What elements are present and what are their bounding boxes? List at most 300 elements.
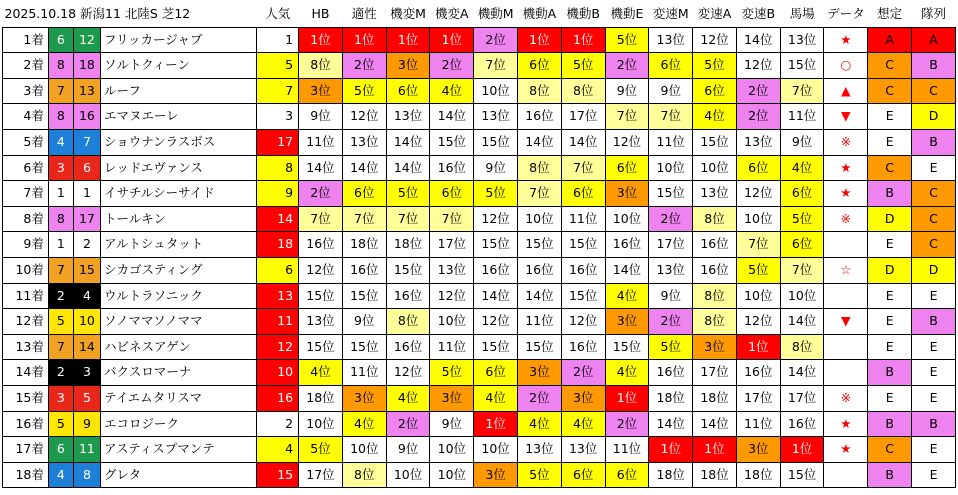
hb-rank: 1位: [299, 27, 343, 53]
header-kido-b: 機動B: [566, 6, 600, 22]
kido-a-rank: 8位: [518, 78, 562, 104]
aptitude-rank: 10位: [342, 437, 386, 463]
formation-grade: E: [912, 334, 956, 360]
kihen-a-rank: 12位: [430, 283, 474, 309]
popularity: 1: [257, 27, 299, 53]
popularity: 3: [257, 104, 299, 130]
kihen-a-rank: 4位: [430, 78, 474, 104]
data-mark: [824, 334, 868, 360]
header-row: [3, 2, 956, 27]
kido-a-rank: 1位: [518, 27, 562, 53]
table-row: [3, 411, 956, 437]
aptitude-rank: 3位: [342, 385, 386, 411]
frame-number: 8: [48, 53, 73, 79]
finish-rank: 13着: [3, 334, 49, 360]
hensoku-m-rank: 16位: [649, 360, 693, 386]
kihen-a-rank: 9位: [430, 411, 474, 437]
hensoku-b-rank: 3位: [736, 437, 780, 463]
kido-m-rank: 16位: [474, 257, 518, 283]
frame-number: 6: [48, 437, 73, 463]
frame-number: 6: [48, 27, 73, 53]
finish-rank: 11着: [3, 283, 49, 309]
kido-m-rank: 13位: [474, 104, 518, 130]
race-title: 2025.10.18 新潟11 北陸S 芝12: [4, 6, 191, 22]
finish-rank: 17着: [3, 437, 49, 463]
popularity: 11: [257, 309, 299, 335]
kido-a-rank: 11位: [518, 309, 562, 335]
aptitude-rank: 5位: [342, 78, 386, 104]
kido-e-rank: 9位: [605, 78, 649, 104]
table-row: [3, 206, 956, 232]
header-expect: 想定: [877, 6, 903, 22]
kihen-a-rank: 17位: [430, 232, 474, 258]
data-mark: [824, 283, 868, 309]
expect-grade: B: [868, 181, 912, 207]
data-mark: ※: [824, 385, 868, 411]
data-mark: [824, 462, 868, 488]
kihen-m-rank: 7位: [386, 206, 430, 232]
popularity: 8: [257, 155, 299, 181]
course-rank: 10位: [780, 283, 824, 309]
horse-number: 7: [73, 129, 100, 155]
data-mark: ○: [824, 53, 868, 79]
hensoku-a-rank: 15位: [693, 129, 737, 155]
kido-b-rank: 6位: [561, 181, 605, 207]
kido-e-rank: 4位: [605, 283, 649, 309]
kihen-m-rank: 8位: [386, 309, 430, 335]
kihen-m-rank: 4位: [386, 385, 430, 411]
table-row: [3, 309, 956, 335]
table-row: [3, 462, 956, 488]
horse-number: 10: [73, 309, 100, 335]
table-row: [3, 360, 956, 386]
kido-b-rank: 1位: [561, 27, 605, 53]
kido-b-rank: 13位: [561, 437, 605, 463]
hensoku-m-rank: 6位: [649, 53, 693, 79]
header-aptitude: 適性: [351, 6, 377, 22]
kido-m-rank: 15位: [474, 129, 518, 155]
header-hensoku-b: 変速B: [741, 6, 776, 22]
popularity: 17: [257, 129, 299, 155]
hensoku-a-rank: 13位: [693, 181, 737, 207]
aptitude-rank: 15位: [342, 283, 386, 309]
popularity: 10: [257, 360, 299, 386]
expect-grade: E: [868, 283, 912, 309]
horse-name: エコロジーク: [101, 411, 257, 437]
frame-number: 5: [48, 309, 73, 335]
finish-rank: 1着: [3, 27, 49, 53]
data-mark: ☆: [824, 257, 868, 283]
formation-grade: B: [912, 53, 956, 79]
hensoku-b-rank: 10位: [736, 206, 780, 232]
hensoku-b-rank: 12位: [736, 181, 780, 207]
horse-number: 11: [73, 437, 100, 463]
data-mark: ▼: [824, 309, 868, 335]
course-rank: 13位: [780, 27, 824, 53]
aptitude-rank: 6位: [342, 181, 386, 207]
horse-number: 6: [73, 155, 100, 181]
header-kido-m: 機動M: [477, 6, 514, 22]
popularity: 6: [257, 257, 299, 283]
horse-name: グレタ: [101, 462, 257, 488]
hb-rank: 12位: [299, 257, 343, 283]
horse-name: ハビネスアゲン: [101, 334, 257, 360]
hensoku-m-rank: 9位: [649, 283, 693, 309]
popularity: 14: [257, 206, 299, 232]
kido-b-rank: 12位: [561, 309, 605, 335]
hensoku-b-rank: 5位: [736, 257, 780, 283]
kido-m-rank: 6位: [474, 360, 518, 386]
kido-m-rank: 5位: [474, 181, 518, 207]
expect-grade: E: [868, 104, 912, 130]
data-mark: ▲: [824, 78, 868, 104]
horse-name: レッドエヴァンス: [101, 155, 257, 181]
finish-rank: 3着: [3, 78, 49, 104]
kido-b-rank: 14位: [561, 129, 605, 155]
hensoku-b-rank: 2位: [736, 104, 780, 130]
finish-rank: 12着: [3, 309, 49, 335]
horse-number: 5: [73, 385, 100, 411]
kido-m-rank: 12位: [474, 206, 518, 232]
hensoku-a-rank: 16位: [693, 232, 737, 258]
data-mark: ★: [824, 27, 868, 53]
kido-b-rank: 17位: [561, 104, 605, 130]
hensoku-a-rank: 1位: [693, 437, 737, 463]
horse-name: シカゴスティング: [101, 257, 257, 283]
kido-m-rank: 10位: [474, 78, 518, 104]
expect-grade: E: [868, 385, 912, 411]
formation-grade: C: [912, 78, 956, 104]
kido-e-rank: 2位: [605, 53, 649, 79]
course-rank: 14位: [780, 309, 824, 335]
expect-grade: E: [868, 232, 912, 258]
hensoku-a-rank: 8位: [693, 283, 737, 309]
data-mark: [824, 232, 868, 258]
kido-m-rank: 12位: [474, 309, 518, 335]
horse-name: ショウナンラスボス: [101, 129, 257, 155]
hensoku-m-rank: 5位: [649, 334, 693, 360]
finish-rank: 7着: [3, 181, 49, 207]
data-mark: ※: [824, 129, 868, 155]
hensoku-m-rank: 1位: [649, 437, 693, 463]
frame-number: 3: [48, 385, 73, 411]
horse-name: バクスロマーナ: [101, 360, 257, 386]
popularity: 4: [257, 437, 299, 463]
hensoku-m-rank: 7位: [649, 104, 693, 130]
kido-b-rank: 4位: [561, 411, 605, 437]
header-hb: HB: [311, 6, 330, 22]
kido-m-rank: 4位: [474, 385, 518, 411]
kido-b-rank: 16位: [561, 257, 605, 283]
popularity: 15: [257, 462, 299, 488]
kido-a-rank: 3位: [518, 360, 562, 386]
horse-name: ルーフ: [101, 78, 257, 104]
aptitude-rank: 4位: [342, 411, 386, 437]
expect-grade: D: [868, 206, 912, 232]
hb-rank: 3位: [299, 78, 343, 104]
popularity: 5: [257, 53, 299, 79]
frame-number: 4: [48, 462, 73, 488]
finish-rank: 10着: [3, 257, 49, 283]
kido-e-rank: 10位: [605, 206, 649, 232]
finish-rank: 6着: [3, 155, 49, 181]
kido-e-rank: 15位: [605, 334, 649, 360]
hb-rank: 7位: [299, 206, 343, 232]
formation-grade: C: [912, 206, 956, 232]
popularity: 16: [257, 385, 299, 411]
aptitude-rank: 15位: [342, 334, 386, 360]
table-row: [3, 437, 956, 463]
horse-name: トールキン: [101, 206, 257, 232]
kihen-m-rank: 5位: [386, 181, 430, 207]
expect-grade: B: [868, 462, 912, 488]
hb-rank: 14位: [299, 155, 343, 181]
horse-number: 8: [73, 462, 100, 488]
formation-grade: A: [912, 27, 956, 53]
finish-rank: 15着: [3, 385, 49, 411]
hensoku-a-rank: 17位: [693, 360, 737, 386]
hb-rank: 10位: [299, 411, 343, 437]
course-rank: 6位: [780, 181, 824, 207]
course-rank: 11位: [780, 104, 824, 130]
table-row: [3, 155, 956, 181]
course-rank: 7位: [780, 78, 824, 104]
header-course: 馬場: [789, 6, 815, 22]
kihen-m-rank: 10位: [386, 462, 430, 488]
kihen-a-rank: 5位: [430, 360, 474, 386]
kihen-m-rank: 9位: [386, 437, 430, 463]
aptitude-rank: 8位: [342, 462, 386, 488]
kido-a-rank: 15位: [518, 334, 562, 360]
kido-e-rank: 12位: [605, 129, 649, 155]
hensoku-a-rank: 4位: [693, 104, 737, 130]
kido-b-rank: 5位: [561, 53, 605, 79]
horse-name: エマヌエーレ: [101, 104, 257, 130]
kido-m-rank: 3位: [474, 462, 518, 488]
kihen-a-rank: 14位: [430, 104, 474, 130]
kido-e-rank: 6位: [605, 462, 649, 488]
kihen-a-rank: 6位: [430, 181, 474, 207]
header-kihen-m: 機変M: [390, 6, 426, 22]
formation-grade: E: [912, 437, 956, 463]
hensoku-b-rank: 6位: [736, 155, 780, 181]
table-row: [3, 78, 956, 104]
hb-rank: 2位: [299, 181, 343, 207]
table-row: [3, 257, 956, 283]
aptitude-rank: 11位: [342, 360, 386, 386]
kido-b-rank: 15位: [561, 283, 605, 309]
kido-e-rank: 7位: [605, 104, 649, 130]
hensoku-a-rank: 10位: [693, 155, 737, 181]
hb-rank: 4位: [299, 360, 343, 386]
kido-a-rank: 14位: [518, 283, 562, 309]
hensoku-a-rank: 14位: [693, 411, 737, 437]
kihen-m-rank: 14位: [386, 155, 430, 181]
horse-number: 13: [73, 78, 100, 104]
data-mark: ★: [824, 437, 868, 463]
kido-a-rank: 2位: [518, 385, 562, 411]
horse-name: イサチルシーサイド: [101, 181, 257, 207]
hensoku-b-rank: 10位: [736, 283, 780, 309]
horse-number: 18: [73, 53, 100, 79]
kido-m-rank: 10位: [474, 437, 518, 463]
hb-rank: 17位: [299, 462, 343, 488]
kido-e-rank: 6位: [605, 155, 649, 181]
kihen-a-rank: 1位: [430, 27, 474, 53]
kihen-m-rank: 12位: [386, 360, 430, 386]
kido-b-rank: 16位: [561, 334, 605, 360]
hensoku-a-rank: 18位: [693, 385, 737, 411]
kihen-m-rank: 13位: [386, 104, 430, 130]
course-rank: 15位: [780, 462, 824, 488]
frame-number: 2: [48, 360, 73, 386]
horse-name: ソノママソノママ: [101, 309, 257, 335]
frame-number: 7: [48, 334, 73, 360]
kido-b-rank: 15位: [561, 232, 605, 258]
kido-a-rank: 16位: [518, 104, 562, 130]
finish-rank: 4着: [3, 104, 49, 130]
frame-number: 8: [48, 206, 73, 232]
data-mark: ※: [824, 206, 868, 232]
table-row: [3, 27, 956, 53]
header-data: データ: [827, 6, 865, 22]
header-kihen-a: 機変A: [435, 6, 469, 22]
hensoku-m-rank: 14位: [649, 411, 693, 437]
horse-name: ウルトラソニック: [101, 283, 257, 309]
hb-rank: 9位: [299, 104, 343, 130]
formation-grade: D: [912, 257, 956, 283]
aptitude-rank: 12位: [342, 104, 386, 130]
hensoku-m-rank: 18位: [649, 385, 693, 411]
aptitude-rank: 1位: [342, 27, 386, 53]
kihen-m-rank: 16位: [386, 334, 430, 360]
hensoku-m-rank: 13位: [649, 27, 693, 53]
hensoku-b-rank: 16位: [736, 360, 780, 386]
hb-rank: 13位: [299, 309, 343, 335]
kido-a-rank: 5位: [518, 462, 562, 488]
hensoku-a-rank: 8位: [693, 206, 737, 232]
formation-grade: B: [912, 129, 956, 155]
kido-e-rank: 5位: [605, 27, 649, 53]
course-rank: 15位: [780, 53, 824, 79]
kihen-a-rank: 3位: [430, 385, 474, 411]
hensoku-b-rank: 14位: [736, 27, 780, 53]
finish-rank: 5着: [3, 129, 49, 155]
kido-m-rank: 9位: [474, 155, 518, 181]
kido-a-rank: 8位: [518, 155, 562, 181]
finish-rank: 16着: [3, 411, 49, 437]
kido-e-rank: 4位: [605, 360, 649, 386]
aptitude-rank: 9位: [342, 309, 386, 335]
horse-number: 17: [73, 206, 100, 232]
kido-e-rank: 2位: [605, 411, 649, 437]
data-mark: ★: [824, 411, 868, 437]
aptitude-rank: 16位: [342, 257, 386, 283]
hensoku-m-rank: 10位: [649, 155, 693, 181]
kido-m-rank: 2位: [474, 27, 518, 53]
course-rank: 14位: [780, 360, 824, 386]
kihen-m-rank: 3位: [386, 53, 430, 79]
formation-grade: C: [912, 181, 956, 207]
hensoku-b-rank: 17位: [736, 385, 780, 411]
kido-b-rank: 3位: [561, 385, 605, 411]
hb-rank: 15位: [299, 283, 343, 309]
kido-a-rank: 4位: [518, 411, 562, 437]
expect-grade: C: [868, 437, 912, 463]
course-rank: 4位: [780, 155, 824, 181]
kido-e-rank: 3位: [605, 181, 649, 207]
frame-number: 4: [48, 129, 73, 155]
expect-grade: A: [868, 27, 912, 53]
expect-grade: C: [868, 78, 912, 104]
kido-b-rank: 8位: [561, 78, 605, 104]
expect-grade: C: [868, 155, 912, 181]
hensoku-b-rank: 11位: [736, 411, 780, 437]
hensoku-a-rank: 16位: [693, 257, 737, 283]
header-hensoku-a: 変速A: [697, 6, 732, 22]
kihen-a-rank: 10位: [430, 437, 474, 463]
kihen-a-rank: 10位: [430, 462, 474, 488]
horse-name: フリッカージャブ: [101, 27, 257, 53]
kido-b-rank: 7位: [561, 155, 605, 181]
hensoku-a-rank: 3位: [693, 334, 737, 360]
finish-rank: 8着: [3, 206, 49, 232]
table-row: [3, 104, 956, 130]
expect-grade: B: [868, 360, 912, 386]
frame-number: 7: [48, 257, 73, 283]
table-row: [3, 334, 956, 360]
hb-rank: 15位: [299, 334, 343, 360]
frame-number: 5: [48, 411, 73, 437]
horse-number: 3: [73, 360, 100, 386]
horse-name: アルトシュタット: [101, 232, 257, 258]
data-mark: ▼: [824, 104, 868, 130]
kido-a-rank: 7位: [518, 181, 562, 207]
hb-rank: 16位: [299, 232, 343, 258]
finish-rank: 2着: [3, 53, 49, 79]
kido-a-rank: 14位: [518, 129, 562, 155]
frame-number: 8: [48, 104, 73, 130]
aptitude-rank: 13位: [342, 129, 386, 155]
hensoku-m-rank: 11位: [649, 129, 693, 155]
horse-name: アスティスプマンテ: [101, 437, 257, 463]
hensoku-m-rank: 13位: [649, 257, 693, 283]
formation-grade: D: [912, 104, 956, 130]
kihen-a-rank: 2位: [430, 53, 474, 79]
kido-e-rank: 16位: [605, 232, 649, 258]
data-mark: ★: [824, 155, 868, 181]
kihen-m-rank: 6位: [386, 78, 430, 104]
horse-number: 12: [73, 27, 100, 53]
hensoku-b-rank: 12位: [736, 309, 780, 335]
kido-m-rank: 14位: [474, 283, 518, 309]
table-row: [3, 129, 956, 155]
kido-e-rank: 14位: [605, 257, 649, 283]
course-rank: 16位: [780, 411, 824, 437]
horse-number: 16: [73, 104, 100, 130]
kihen-m-rank: 2位: [386, 411, 430, 437]
popularity: 12: [257, 334, 299, 360]
kido-m-rank: 1位: [474, 411, 518, 437]
horse-number: 2: [73, 232, 100, 258]
hensoku-a-rank: 5位: [693, 53, 737, 79]
kihen-a-rank: 7位: [430, 206, 474, 232]
kido-e-rank: 1位: [605, 385, 649, 411]
aptitude-rank: 14位: [342, 155, 386, 181]
race-analysis-table: [2, 2, 956, 488]
kihen-m-rank: 14位: [386, 129, 430, 155]
popularity: 7: [257, 78, 299, 104]
